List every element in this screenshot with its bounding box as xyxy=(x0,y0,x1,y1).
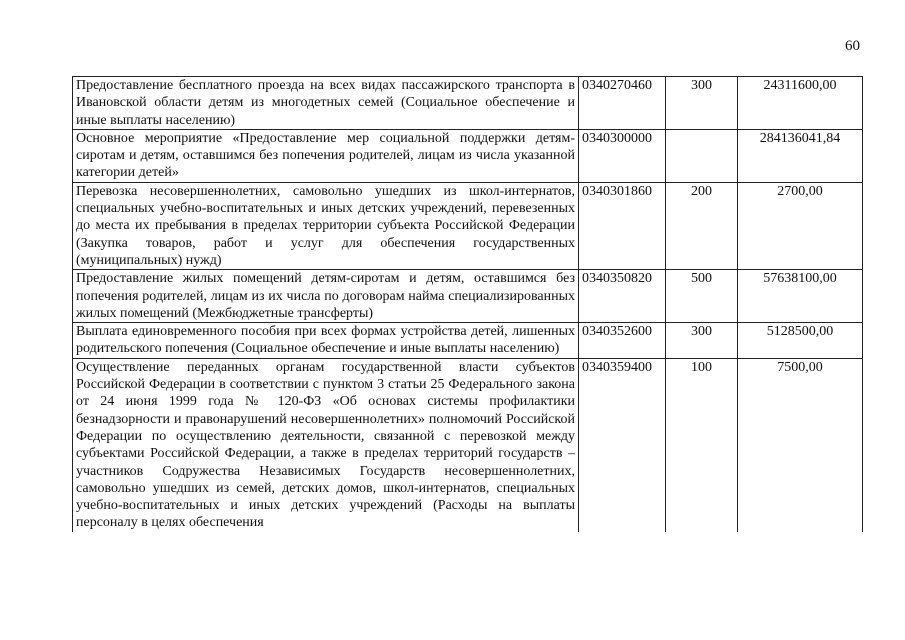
row-amount: 7500,00 xyxy=(738,358,863,531)
row-target-code: 0340352600 xyxy=(579,323,666,359)
row-description: Осуществление переданных органам государственной власти субъектов Российской Федерации в соответствии с пунктом 3 статьи 25 Федерального закона от 24 июня 1999 года № 120-ФЗ «Об основах системы профилактики безнадзорности и правонарушений несовершеннолетних» полномочий Российской Федерации по осуществлению деятельности, связанной с перевозкой между субъектами Российской Федерации, а также в пределах территорий государств – участников Содружества Независимых Государств несовершеннолетних, самовольно ушедших из семей, детских домов, школ-интернатов, специальных учебно-воспитательных и иных детских учреждений (Расходы на выплаты персоналу в целях обеспечения xyxy=(73,358,579,531)
table-row xyxy=(73,358,863,531)
row-expense-type: 500 xyxy=(666,270,738,323)
row-description: Выплата единовременного пособия при всех формах устройства детей, лишенных родительского попечения (Социальное обеспечение и иные выплаты населению) xyxy=(73,323,579,359)
table-row xyxy=(73,77,863,130)
row-expense-type: 100 xyxy=(666,358,738,531)
row-description: Предоставление жилых помещений детям-сиротам и детям, оставшимся без попечения родителей, лицам из их числа по договорам найма специализированных жилых помещений (Межбюджетные трансферты) xyxy=(73,270,579,323)
row-description: Предоставление бесплатного проезда на всех видах пассажирского транспорта в Ивановской области детям из многодетных семей (Социальное обеспечение и иные выплаты населению) xyxy=(73,77,579,130)
row-description: Основное мероприятие «Предоставление мер социальной поддержки детям-сиротам и детям, оставшимся без попечения родителей, лицам из числа указанной категории детей» xyxy=(73,129,579,182)
row-amount: 24311600,00 xyxy=(738,77,863,130)
row-target-code: 0340301860 xyxy=(579,182,666,269)
row-description: Перевозка несовершеннолетних, самовольно ушедших из школ-интернатов, специальных учебно-воспитательных и иных детских учреждений, перевезенных до места их пребывания в пределах территории субъекта Российской Федерации (Закупка товаров, работ и услуг для обеспечения государственных (муниципальных) нужд) xyxy=(73,182,579,269)
row-amount: 2700,00 xyxy=(738,182,863,269)
row-target-code: 0340300000 xyxy=(579,129,666,182)
row-amount: 57638100,00 xyxy=(738,270,863,323)
row-target-code: 0340270460 xyxy=(579,77,666,130)
row-expense-type: 300 xyxy=(666,77,738,130)
row-target-code: 0340359400 xyxy=(579,358,666,531)
table-row xyxy=(73,270,863,323)
page-number: 60 xyxy=(845,38,860,54)
row-expense-type xyxy=(666,129,738,182)
row-expense-type: 200 xyxy=(666,182,738,269)
table-row xyxy=(73,182,863,269)
row-amount: 5128500,00 xyxy=(738,323,863,359)
row-amount: 284136041,84 xyxy=(738,129,863,182)
row-expense-type: 300 xyxy=(666,323,738,359)
budget-table xyxy=(72,76,863,532)
row-target-code: 0340350820 xyxy=(579,270,666,323)
table-row xyxy=(73,323,863,359)
table-row xyxy=(73,129,863,182)
